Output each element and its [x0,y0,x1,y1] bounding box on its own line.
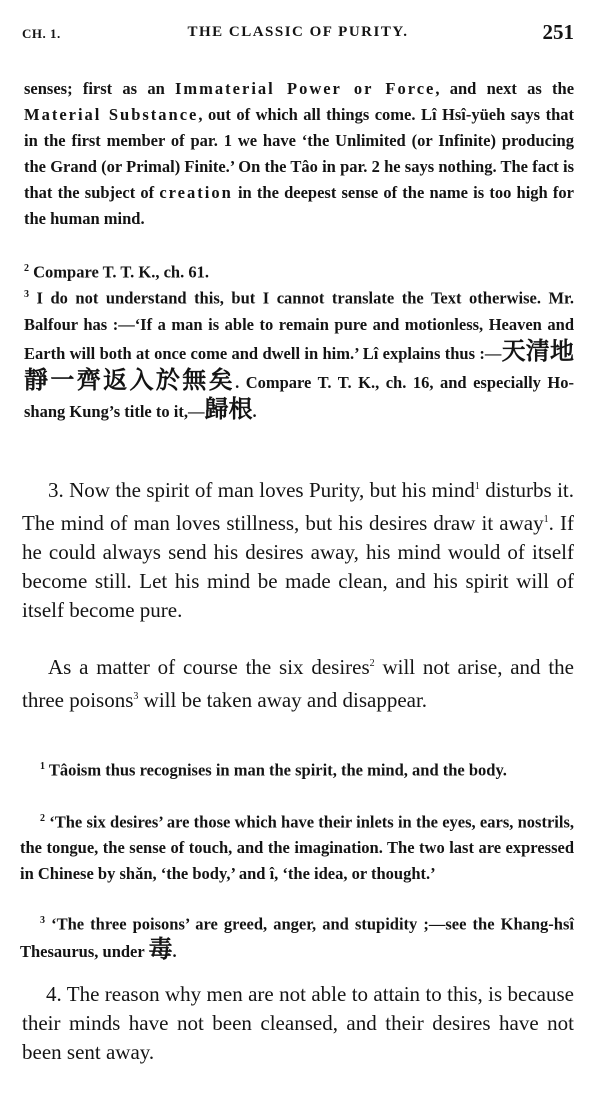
chinese-text: 歸根 [204,394,253,423]
note-text: , and next as the [435,79,575,98]
book-title: THE CLASSIC OF PURITY. [187,24,409,40]
footnote-2-desires [20,806,574,886]
footnote-text: . [172,942,177,961]
footnote-text: ‘The three poisons’ are greed, anger, and stupidity ;—see the Khang-hsî Thesaurus, under [20,914,574,961]
footnote-marker: 3 [40,915,45,926]
paragraph-4 [22,980,574,1067]
footnote-ref: 1 [543,514,549,525]
paragraph-text: 3. Now the spirit of man loves Purity, but his mind [48,478,475,502]
footnote-text: Compare T. T. K., ch. 61. [29,262,209,282]
paragraph-text: As a matter of course the six desires [48,655,370,679]
footnote-text: ‘The six desires’ are those which have their inlets in the eyes, ears, nostrils, the tongue, the sense of touch, and the imagination. The two last are expressed in Chinese by shǎn, ‘the body,’ and î, ‘the idea, or thought.’ [20,812,574,883]
footnote-3 [24,282,574,425]
footnote-text: Tâoism thus recognises in man the spirit, the mind, and the body. [45,760,507,780]
continued-footnote [24,76,574,232]
chinese-text: 毒 [148,935,173,963]
paragraph-text: will not arise, and the three poisons [22,655,575,712]
footnote-ref: 1 [474,481,480,492]
footnote-marker: 2 [40,813,45,824]
running-header [22,22,574,48]
footnote-1 [20,754,574,783]
footnote-ref: 3 [133,691,139,702]
footnote-marker: 2 [24,263,29,274]
chinese-text: 天清地靜一齊返入於無矣 [24,336,575,394]
paragraph-text: 4. The reason why men are not able to attain to this, is because their minds have not been cleansed, and their desires have not been sent away. [22,982,574,1064]
paragraph-3 [22,472,574,625]
note-emphasis-material: Material Substance [24,105,199,124]
footnote-text: . Compare T. T. K., ch. 16, and especially Ho-shang Kung’s title to it,— [24,372,574,421]
paragraph-text: . If he could always send his desires away, his mind would of itself become still. Let his mind be made clean, and his spirit will of itself become pure. [22,511,574,622]
footnote-marker: 3 [24,289,29,300]
chapter-label: CH. 1. [22,26,61,41]
note-text: , out of which all things come. Lî Hsî-yüeh says that in the first member of par. 1 we have ‘the Unlimited (or Infinite) producing the Grand (or Primal) Finite.’ On the Tâo in par. 2 he says nothing. The fact is that the subject of [24,105,574,202]
footnote-marker: 1 [40,761,45,772]
note-text: senses; first as an [24,79,176,98]
footnote-text: . [252,401,257,421]
note-text: in the deepest sense of the name is too high for the human mind. [24,183,574,228]
paragraph-3-continued [22,649,574,715]
footnote-3-poisons [20,908,574,965]
page-number: 251 [542,20,574,44]
paragraph-text: disturbs it. The mind of man loves stillness, but his desires draw it away [22,478,574,535]
footnote-ref: 2 [369,658,375,669]
paragraph-text: will be taken away and disappear. [138,688,428,712]
note-emphasis-creation: creation [159,183,233,202]
footnote-text: I do not understand this, but I cannot translate the Text otherwise. Mr. Balfour has :—‘If a man is able to remain pure and motionless, Heaven and Earth will both at once come and dwell in him.’ Lî explains thus :— [24,288,574,363]
note-emphasis-immaterial: Immaterial Power or Force [175,79,436,98]
